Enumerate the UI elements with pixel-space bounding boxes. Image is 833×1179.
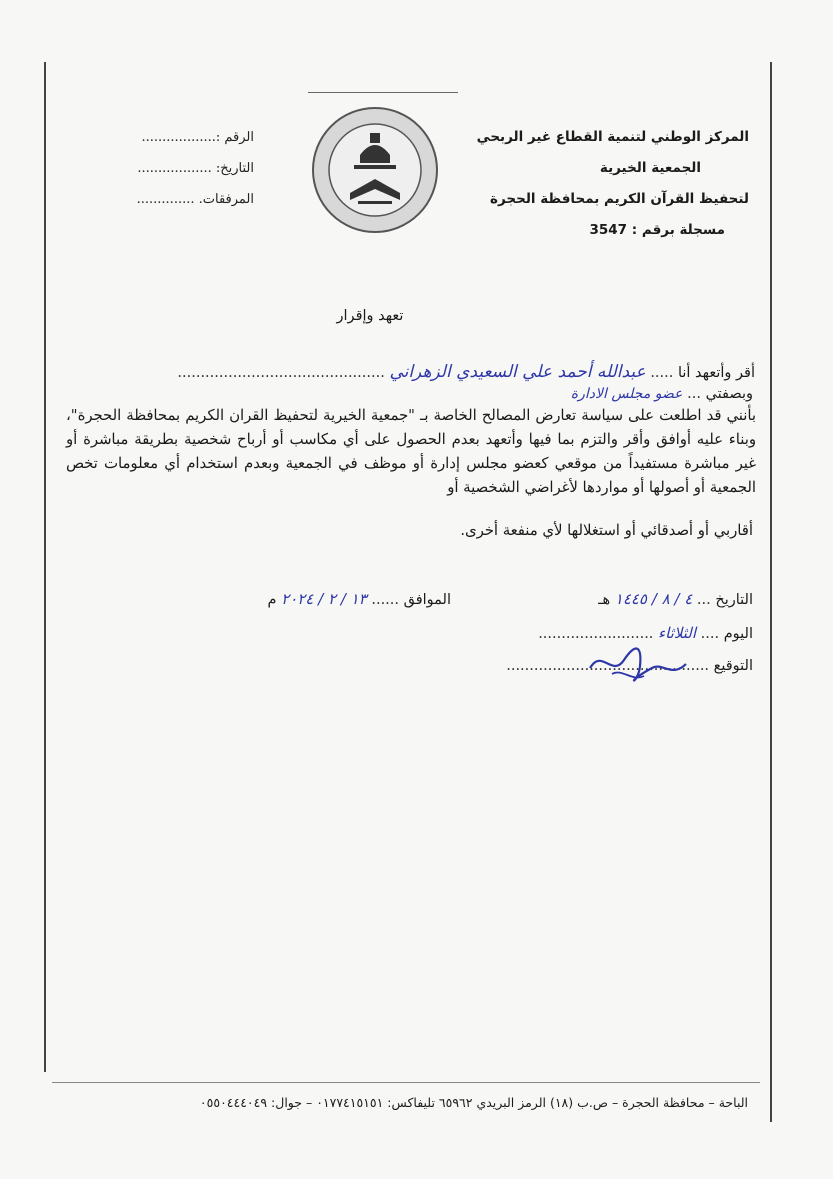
footer-address: الباحة – محافظة الحجرة – ص.ب (١٨) الرمز البريدي ٦٥٩٦٢ تليفاكس: ٠١٧٧٤١٥١٥١ – جوال: ٠٥٥٠٤٤٤٠٤٩: [199, 1095, 748, 1110]
day-line: اليوم .... الثلاثاء .........................: [538, 624, 753, 642]
org-line-1: المركز الوطني لتنمية القطاع غير الربحي: [476, 129, 749, 145]
date-gregorian: ١٣ / ٢ / ٢٠٢٤: [281, 590, 367, 608]
signature-line: التوقيع ............................................: [506, 658, 753, 674]
org-line-2: الجمعية الخيرية: [599, 160, 701, 176]
ref-date-label: التاريخ: ..................: [137, 161, 254, 176]
capacity-value: عضو مجلس الادارة: [570, 386, 683, 402]
hijri-suffix: هـ: [598, 592, 611, 608]
top-rule: [308, 92, 458, 93]
org-line-4: مسجلة برقم : 3547: [589, 222, 725, 238]
day-label: اليوم: [723, 626, 753, 642]
date-line: التاريخ ... ٤ / ٨ / ١٤٤٥ هـ: [598, 590, 753, 608]
gregorian-date-line: الموافق ...... ١٣ / ٢ / ٢٠٢٤ م: [267, 590, 451, 608]
document-title: تعهد وإقرار: [336, 308, 404, 324]
org-line-3: لتحفيظ القرآن الكريم بمحافظة الحجرة: [490, 191, 749, 207]
attachments-label: المرفقات. ..............: [136, 192, 254, 207]
pledge-prefix: أقر وأتعهد أنا: [677, 365, 755, 381]
ref-number-label: الرقم :..................: [141, 130, 254, 145]
pledge-name: عبدالله أحمد علي السعيدي الزهراني: [389, 362, 646, 382]
signature-label: التوقيع: [713, 658, 753, 674]
handwritten-signature: [582, 638, 692, 690]
date-hijri: ٤ / ٨ / ١٤٤٥: [614, 590, 693, 608]
organization-header: [429, 122, 749, 246]
right-margin-line: [770, 62, 772, 1122]
pledge-line: أقر وأتعهد أنا ..... عبدالله أحمد علي السعيدي الزهراني .............................................: [177, 362, 755, 382]
gregorian-label: الموافق: [403, 592, 451, 608]
capacity-prefix: وبصفتي: [705, 386, 753, 402]
capacity-line: وبصفتي ... عضو مجلس الادارة: [570, 386, 753, 402]
pledge-body-last-line: أقاربي أو أصدقائي أو استغلالها لأي منفعة أخرى.: [460, 522, 753, 539]
date-label: التاريخ: [715, 592, 753, 608]
pledge-body-text: بأنني قد اطلعت على سياسة تعارض المصالح الخاصة بـ "جمعية الخيرية لتحفيظ القران الكريم بمحافظة الحجرة"، وبناء عليه أوافق وأقر والتزم بما فيها وأتعهد بعدم الحصول على أي مكاسب أو أرباح شخصية بطريقة مباشرة أو غير مباشرة مستفيداً من موقعي كعضو مجلس إدارة أو موظف في الجمعية وبعدم استخدام أي معلومات تخص الجمعية أو أصولها أو مواردها لأغراضي الشخصية أو: [66, 407, 756, 496]
day-value: الثلاثاء: [658, 624, 697, 642]
association-seal-logo: [310, 105, 440, 235]
reference-block: [74, 122, 254, 215]
gregorian-suffix: م: [267, 592, 277, 608]
left-margin-line: [44, 62, 46, 1072]
footer-rule: [52, 1082, 760, 1083]
